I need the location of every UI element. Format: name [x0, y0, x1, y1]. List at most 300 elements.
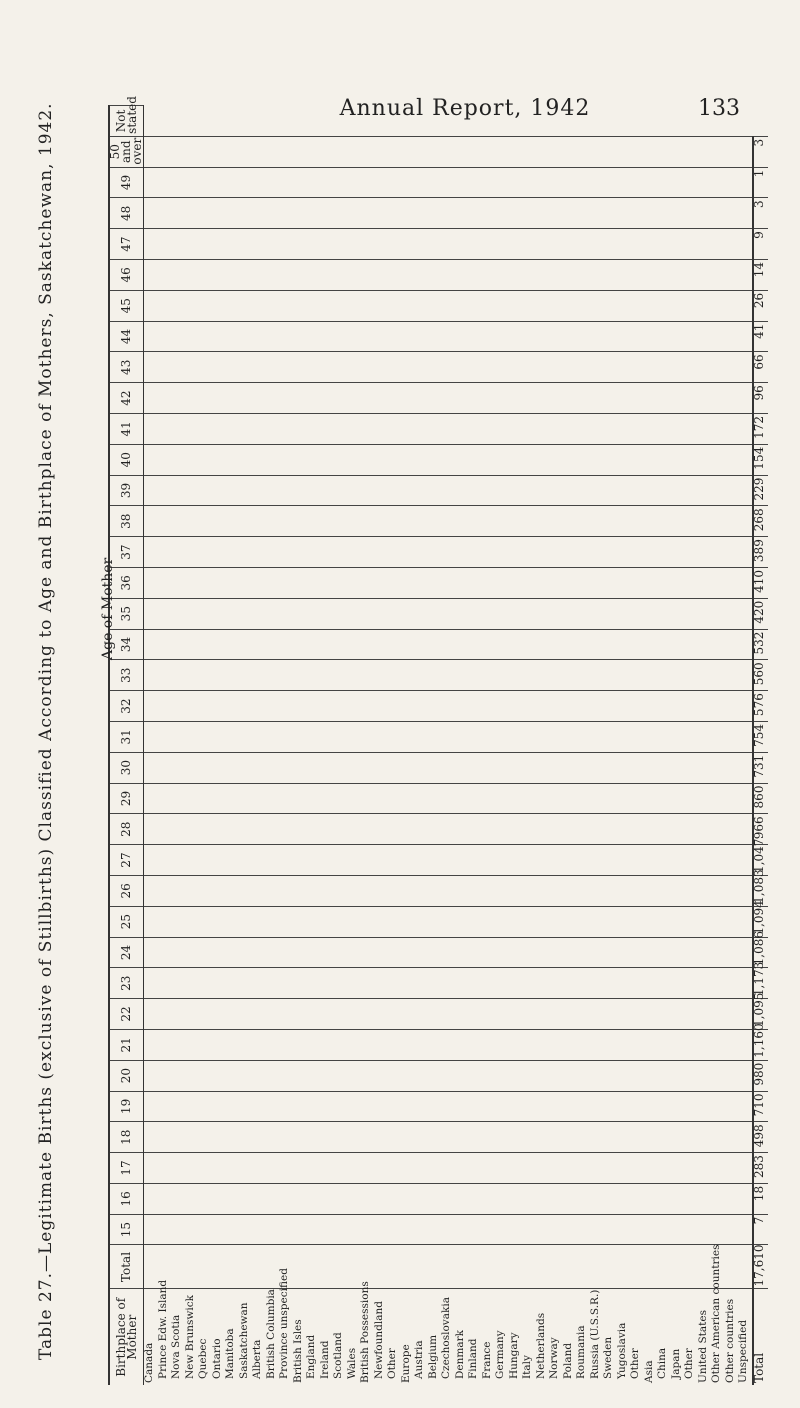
- table-cell: [428, 229, 442, 260]
- table-cell: [293, 537, 307, 568]
- table-cell: [144, 290, 158, 321]
- table-cell: [509, 598, 523, 629]
- table-cell: [212, 321, 226, 352]
- table-cell: [576, 321, 590, 352]
- table-cell: [158, 167, 172, 198]
- table-cell: [333, 506, 347, 537]
- table-cell: [293, 1060, 307, 1091]
- table-cell: [549, 167, 563, 198]
- table-cell: [603, 1183, 617, 1214]
- table-cell: [387, 968, 401, 999]
- table-cell: [185, 229, 199, 260]
- table-cell: [563, 629, 577, 660]
- table-cell: [158, 968, 172, 999]
- table-cell: [401, 1214, 415, 1245]
- table-cell: [252, 691, 266, 722]
- table-cell: [414, 875, 428, 906]
- table-cell: [536, 814, 550, 845]
- total-cell: 154: [753, 444, 768, 475]
- table-cell: [617, 814, 631, 845]
- table-cell: [158, 1183, 172, 1214]
- table-cell: [198, 721, 212, 752]
- table-cell: [401, 968, 415, 999]
- total-cell: 966: [753, 814, 768, 845]
- table-cell: [590, 1060, 604, 1091]
- table-cell: [266, 1245, 280, 1289]
- table-cell: [320, 136, 334, 167]
- table-cell: [279, 413, 293, 444]
- table-cell: [698, 413, 712, 444]
- table-cell: [630, 506, 644, 537]
- table-cell: [657, 1060, 671, 1091]
- table-cell: [684, 814, 698, 845]
- table-cell: [239, 136, 253, 167]
- table-cell: [414, 660, 428, 691]
- table-cell: [644, 660, 658, 691]
- table-cell: [644, 475, 658, 506]
- table-cell: [279, 444, 293, 475]
- table-cell: [711, 506, 725, 537]
- table-cell: [320, 629, 334, 660]
- table-cell: [590, 906, 604, 937]
- table-cell: [347, 1153, 361, 1184]
- table-cell: [266, 260, 280, 291]
- table-cell: [684, 999, 698, 1030]
- table-cell: [576, 660, 590, 691]
- table-cell: [293, 598, 307, 629]
- table-cell: [549, 999, 563, 1030]
- table-cell: [711, 906, 725, 937]
- total-cell: 229: [753, 475, 768, 506]
- table-cell: [549, 752, 563, 783]
- birthplace-label: Saskatchewan: [239, 1289, 253, 1385]
- table-cell: [617, 229, 631, 260]
- table-cell: [320, 506, 334, 537]
- table-cell: [684, 937, 698, 968]
- table-cell: [401, 136, 415, 167]
- table-cell: [293, 136, 307, 167]
- table-cell: [684, 537, 698, 568]
- table-cell: [185, 1029, 199, 1060]
- table-cell: [725, 999, 739, 1030]
- table-cell: [684, 136, 698, 167]
- table-cell: [212, 875, 226, 906]
- table-cell: [657, 598, 671, 629]
- table-cell: [360, 383, 374, 414]
- table-cell: [738, 937, 753, 968]
- table-cell: [698, 198, 712, 229]
- table-cell: [549, 1029, 563, 1060]
- table-cell: [171, 413, 185, 444]
- table-cell: [279, 537, 293, 568]
- table-cell: [293, 413, 307, 444]
- table-cell: [225, 290, 239, 321]
- table-cell: [563, 598, 577, 629]
- table-cell: [279, 567, 293, 598]
- table-cell: [495, 1245, 509, 1289]
- table-cell: [509, 383, 523, 414]
- table-cell: [347, 660, 361, 691]
- table-cell: [441, 752, 455, 783]
- table-cell: [644, 1122, 658, 1153]
- table-cell: [266, 1153, 280, 1184]
- table-cell: [428, 875, 442, 906]
- table-cell: [441, 937, 455, 968]
- table-cell: [603, 475, 617, 506]
- birthplace-label: Yugoslavia: [617, 1289, 631, 1385]
- table-cell: [293, 783, 307, 814]
- table-cell: [563, 937, 577, 968]
- table-cell: [158, 290, 172, 321]
- table-cell: [630, 598, 644, 629]
- page-number: 133: [698, 96, 740, 121]
- table-cell: [536, 321, 550, 352]
- table-cell: [603, 937, 617, 968]
- table-cell: [428, 567, 442, 598]
- table-cell: [644, 260, 658, 291]
- table-cell: [347, 752, 361, 783]
- table-cell: [630, 752, 644, 783]
- table-cell: [293, 383, 307, 414]
- table-cell: [590, 260, 604, 291]
- table-cell: [333, 783, 347, 814]
- table-cell: [279, 260, 293, 291]
- table-row: [684, 106, 698, 1386]
- table-cell: [522, 352, 536, 383]
- table-cell: [171, 383, 185, 414]
- table-cell: [171, 629, 185, 660]
- table-cell: [333, 1029, 347, 1060]
- table-cell: [630, 691, 644, 722]
- table-cell: [644, 383, 658, 414]
- table-cell: [657, 660, 671, 691]
- column-header: 30: [109, 752, 144, 783]
- table-cell: [401, 629, 415, 660]
- table-cell: [347, 1029, 361, 1060]
- table-cell: [725, 598, 739, 629]
- table-cell: [455, 229, 469, 260]
- table-cell: [266, 1060, 280, 1091]
- table-cell: [252, 198, 266, 229]
- table-cell: [374, 1060, 388, 1091]
- table-cell: [684, 906, 698, 937]
- table-cell: [522, 260, 536, 291]
- table-cell: [468, 198, 482, 229]
- column-header: 39: [109, 475, 144, 506]
- table-cell: [495, 660, 509, 691]
- table-cell: [266, 629, 280, 660]
- table-cell: [171, 1060, 185, 1091]
- birthplace-label: Russia (U.S.S.R.): [590, 1289, 604, 1385]
- table-cell: [306, 1122, 320, 1153]
- table-cell: [495, 1122, 509, 1153]
- table-cell: [738, 321, 753, 352]
- table-cell: [158, 136, 172, 167]
- table-cell: [468, 999, 482, 1030]
- table-cell: [225, 413, 239, 444]
- birthplace-label: England: [306, 1289, 320, 1385]
- table-cell: [252, 1245, 266, 1289]
- table-cell: [738, 1122, 753, 1153]
- table-cell: [590, 937, 604, 968]
- table-cell: [225, 721, 239, 752]
- table-cell: [630, 136, 644, 167]
- table-cell: [279, 721, 293, 752]
- table-cell: [657, 1091, 671, 1122]
- table-cell: [482, 598, 496, 629]
- table-cell: [644, 629, 658, 660]
- table-cell: [725, 321, 739, 352]
- table-cell: [509, 783, 523, 814]
- table-cell: [495, 383, 509, 414]
- table-cell: [711, 383, 725, 414]
- table-cell: [225, 1245, 239, 1289]
- table-cell: [414, 537, 428, 568]
- table-cell: [671, 413, 685, 444]
- table-cell: [198, 413, 212, 444]
- table-cell: [171, 167, 185, 198]
- table-cell: [698, 352, 712, 383]
- table-cell: [563, 1245, 577, 1289]
- table-cell: [657, 413, 671, 444]
- table-row: [266, 106, 280, 1386]
- table-cell: [617, 383, 631, 414]
- table-cell: [482, 198, 496, 229]
- table-cell: [725, 1245, 739, 1289]
- table-cell: [590, 506, 604, 537]
- table-cell: [374, 875, 388, 906]
- table-cell: [441, 567, 455, 598]
- birthplace-label: Other: [630, 1289, 644, 1385]
- table-cell: [158, 691, 172, 722]
- table-cell: [590, 814, 604, 845]
- table-cell: [387, 1122, 401, 1153]
- table-cell: [239, 783, 253, 814]
- table-cell: [252, 567, 266, 598]
- table-cell: [549, 629, 563, 660]
- table-cell: [617, 1183, 631, 1214]
- table-cell: [333, 875, 347, 906]
- table-cell: [333, 660, 347, 691]
- table-cell: [522, 290, 536, 321]
- table-cell: [333, 1122, 347, 1153]
- table-cell: [252, 752, 266, 783]
- table-cell: [320, 937, 334, 968]
- table-cell: [671, 260, 685, 291]
- table-cell: [158, 721, 172, 752]
- table-row: [428, 106, 442, 1386]
- table-cell: [360, 1060, 374, 1091]
- table-cell: [347, 814, 361, 845]
- table-cell: [725, 475, 739, 506]
- table-cell: [455, 260, 469, 291]
- table-cell: [482, 721, 496, 752]
- table-cell: [738, 290, 753, 321]
- table-cell: [252, 814, 266, 845]
- table-cell: [698, 1060, 712, 1091]
- table-cell: [725, 1122, 739, 1153]
- table-cell: [482, 1091, 496, 1122]
- table-cell: [198, 567, 212, 598]
- table-cell: [468, 691, 482, 722]
- table-cell: [198, 1245, 212, 1289]
- table-cell: [522, 383, 536, 414]
- table-cell: [306, 1060, 320, 1091]
- table-cell: [347, 629, 361, 660]
- table-cell: [320, 814, 334, 845]
- table-cell: [360, 937, 374, 968]
- header-row: [109, 106, 144, 1386]
- birthplace-label: New Brunswick: [185, 1289, 199, 1385]
- table-cell: [252, 937, 266, 968]
- table-cell: [428, 321, 442, 352]
- table-cell: [630, 845, 644, 876]
- table-cell: [387, 506, 401, 537]
- table-cell: [482, 321, 496, 352]
- column-header: 27: [109, 845, 144, 876]
- table-cell: [441, 660, 455, 691]
- table-cell: [239, 1060, 253, 1091]
- table-cell: [563, 567, 577, 598]
- table-cell: [441, 906, 455, 937]
- table-cell: [414, 352, 428, 383]
- table-cell: [455, 721, 469, 752]
- table-cell: [468, 537, 482, 568]
- table-cell: [293, 814, 307, 845]
- table-cell: [576, 1122, 590, 1153]
- column-header: 20: [109, 1060, 144, 1091]
- table-cell: [738, 567, 753, 598]
- table-cell: [563, 413, 577, 444]
- table-cell: [225, 444, 239, 475]
- table-cell: [347, 1183, 361, 1214]
- table-cell: [185, 629, 199, 660]
- table-cell: [482, 444, 496, 475]
- table-cell: [536, 1245, 550, 1289]
- table-cell: [644, 567, 658, 598]
- table-cell: [576, 260, 590, 291]
- table-cell: [144, 475, 158, 506]
- column-header: Birthplace of Mother: [109, 1289, 144, 1385]
- table-cell: [563, 721, 577, 752]
- table-cell: [428, 968, 442, 999]
- table-cell: [360, 691, 374, 722]
- table-cell: [212, 1060, 226, 1091]
- table-cell: [198, 875, 212, 906]
- table-cell: [590, 383, 604, 414]
- total-cell: 576: [753, 691, 768, 722]
- table-cell: [387, 845, 401, 876]
- table-cell: [576, 598, 590, 629]
- table-cell: [441, 475, 455, 506]
- column-header: 38: [109, 506, 144, 537]
- table-cell: [549, 444, 563, 475]
- table-cell: [333, 444, 347, 475]
- table-cell: [293, 567, 307, 598]
- table-cell: [144, 352, 158, 383]
- table-cell: [171, 1122, 185, 1153]
- table-cell: [252, 537, 266, 568]
- table-cell: [603, 814, 617, 845]
- table-cell: [630, 1122, 644, 1153]
- birthplace-label: Germany: [495, 1289, 509, 1385]
- table-cell: [428, 845, 442, 876]
- total-cell: 283: [753, 1153, 768, 1184]
- table-cell: [549, 721, 563, 752]
- table-cell: [603, 444, 617, 475]
- table-cell: [468, 136, 482, 167]
- total-cell: 420: [753, 598, 768, 629]
- table-cell: [225, 906, 239, 937]
- table-cell: [171, 937, 185, 968]
- table-row: [158, 106, 172, 1386]
- table-cell: [333, 968, 347, 999]
- table-cell: [630, 198, 644, 229]
- table-row: [468, 106, 482, 1386]
- table-cell: [495, 506, 509, 537]
- table-cell: [158, 1122, 172, 1153]
- table-cell: [144, 383, 158, 414]
- table-cell: [455, 413, 469, 444]
- table-cell: [320, 660, 334, 691]
- birthplace-label: Other: [684, 1289, 698, 1385]
- table-cell: [441, 968, 455, 999]
- table-cell: [468, 413, 482, 444]
- table-cell: [657, 721, 671, 752]
- birthplace-label: Canada: [144, 1289, 158, 1385]
- table-cell: [252, 167, 266, 198]
- table-cell: [387, 875, 401, 906]
- table-cell: [414, 968, 428, 999]
- table-cell: [576, 1029, 590, 1060]
- table-cell: [347, 537, 361, 568]
- table-cell: [279, 999, 293, 1030]
- table-cell: [158, 845, 172, 876]
- table-cell: [657, 1214, 671, 1245]
- table-cell: [738, 229, 753, 260]
- table-cell: [468, 598, 482, 629]
- column-header: 25: [109, 906, 144, 937]
- table-cell: [630, 629, 644, 660]
- table-cell: [333, 229, 347, 260]
- table-cell: [401, 352, 415, 383]
- table-cell: [576, 968, 590, 999]
- table-cell: [347, 260, 361, 291]
- table-cell: [198, 167, 212, 198]
- table-cell: [711, 721, 725, 752]
- birthplace-label: Hungary: [509, 1289, 523, 1385]
- table-cell: [698, 1183, 712, 1214]
- table-cell: [144, 321, 158, 352]
- table-cell: [482, 506, 496, 537]
- table-cell: [360, 845, 374, 876]
- table-cell: [630, 814, 644, 845]
- table-cell: [509, 721, 523, 752]
- table-cell: [698, 968, 712, 999]
- table-cell: [347, 321, 361, 352]
- table-cell: [239, 537, 253, 568]
- table-cell: [320, 691, 334, 722]
- table-cell: [171, 506, 185, 537]
- table-cell: [360, 999, 374, 1030]
- table-cell: [563, 783, 577, 814]
- table-cell: [158, 1091, 172, 1122]
- table-cell: [738, 1245, 753, 1289]
- table-cell: [279, 814, 293, 845]
- table-cell: [522, 629, 536, 660]
- table-cell: [198, 260, 212, 291]
- table-cell: [347, 968, 361, 999]
